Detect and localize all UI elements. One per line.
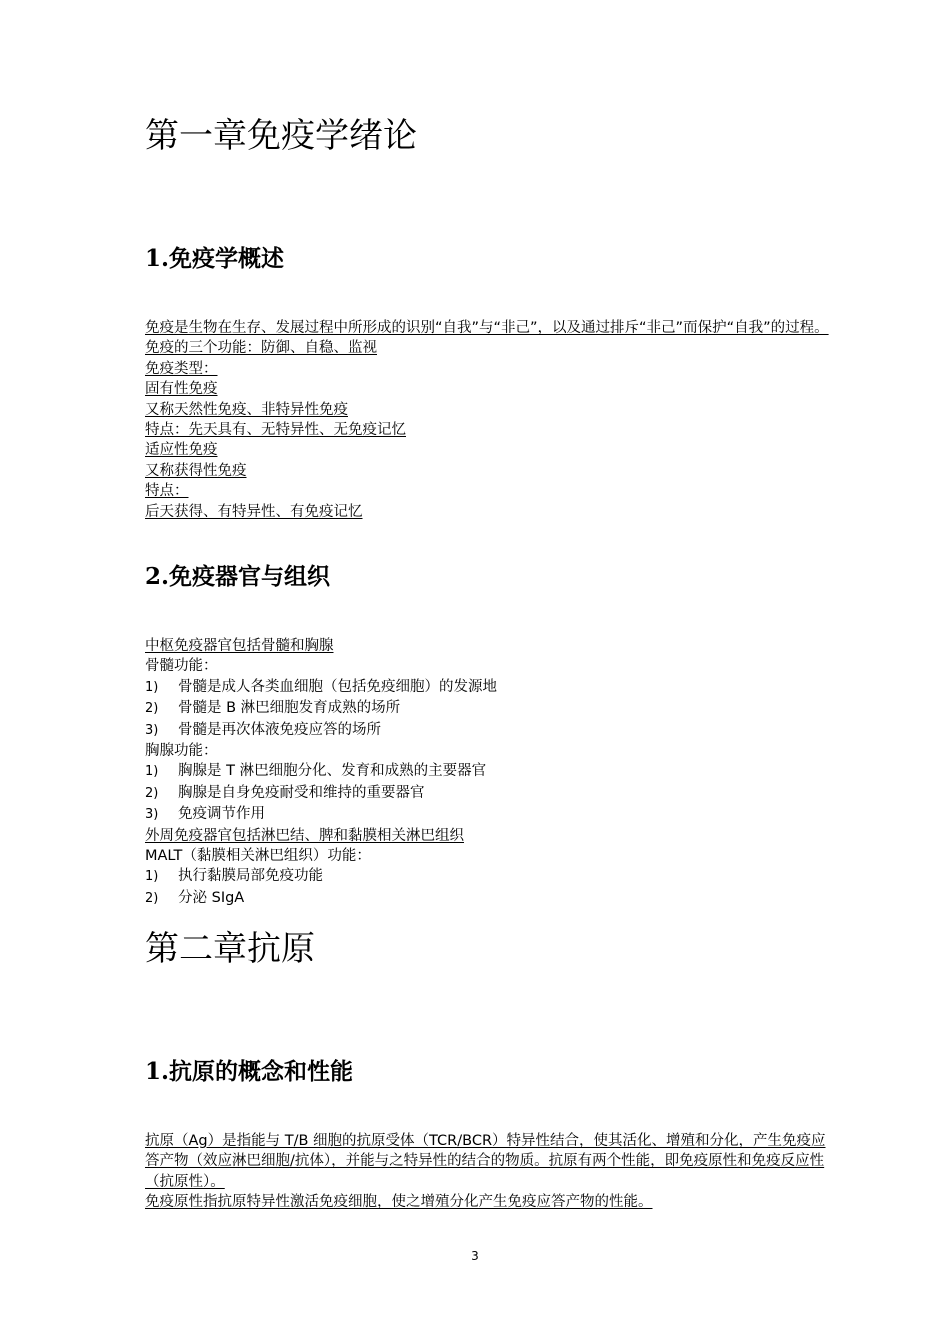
section-1-1-body <box>145 318 835 522</box>
text-line: 特点：先天具有、无特异性、无免疫记忆 <box>145 422 406 439</box>
section-1-1-heading: 1.免疫学概述 <box>145 245 285 272</box>
chapter-2-title: 第二章抗原 <box>145 929 315 969</box>
text-line: 适应性免疫 <box>145 442 218 459</box>
list-item: 1) 骨髓是成人各类血细胞（包括免疫细胞）的发源地 <box>145 678 497 695</box>
list-item: 2) 骨髓是 B 淋巴细胞发育成熟的场所 <box>145 700 401 717</box>
thymus-title: 胸腺功能： <box>145 743 218 760</box>
immunogenicity-line: 免疫原性指抗原特异性激活免疫细胞，使之增殖分化产生免疫应答产物的性能。 <box>145 1194 653 1211</box>
list-item: 2) 分泌 SIgA <box>145 889 245 906</box>
malt-title: MALT（黏膜相关淋巴组织）功能： <box>145 848 371 865</box>
peripheral-organs-line: 外周免疫器官包括淋巴结、脾和黏膜相关淋巴组织 <box>145 827 464 844</box>
page-number: 3 <box>471 1249 479 1263</box>
immunity-definition: 免疫是生物在生存、发展过程中所形成的识别“自我”与“非己”，以及通过排斥“非己”而保护“自我”的过程。 <box>145 320 829 336</box>
section-2-1-heading: 1.抗原的概念和性能 <box>145 1058 354 1085</box>
list-item: 3) 免疫调节作用 <box>145 806 265 823</box>
section-1-2-heading: 2.免疫器官与组织 <box>145 563 331 590</box>
text-line: 免疫类型： <box>145 360 218 377</box>
marrow-title: 骨髓功能： <box>145 658 218 675</box>
antigen-definition: 抗原（Ag）是指能与 T/B 细胞的抗原受体（TCR/BCR）特异性结合，使其活化、增殖和分化，产生免疫应答产物（效应淋巴细胞/抗体），并能与之特异性的结合的物质。抗原有两个性能，即免疫原性和免疫反应性（抗原性）。 <box>145 1133 826 1190</box>
text-line: 又称获得性免疫 <box>145 462 247 479</box>
central-organs-line: 中枢免疫器官包括骨髓和胸腺 <box>145 638 334 654</box>
section-1-2-body <box>145 636 835 909</box>
list-item: 1) 执行黏膜局部免疫功能 <box>145 868 323 885</box>
chapter-1-title: 第一章免疫学绪论 <box>145 116 417 156</box>
text-line: 固有性免疫 <box>145 381 218 398</box>
list-item: 2) 胸腺是自身免疫耐受和维持的重要器官 <box>145 784 425 801</box>
text-line: 免疫的三个功能：防御、自稳、监视 <box>145 340 377 357</box>
text-line: 后天获得、有特异性、有免疫记忆 <box>145 503 363 520</box>
list-item: 1) 胸腺是 T 淋巴细胞分化、发育和成熟的主要器官 <box>145 763 487 780</box>
section-2-1-body <box>145 1131 835 1213</box>
text-line: 特点： <box>145 483 189 500</box>
text-line: 又称天然性免疫、非特异性免疫 <box>145 401 348 418</box>
list-item: 3) 骨髓是再次体液免疫应答的场所 <box>145 721 381 738</box>
